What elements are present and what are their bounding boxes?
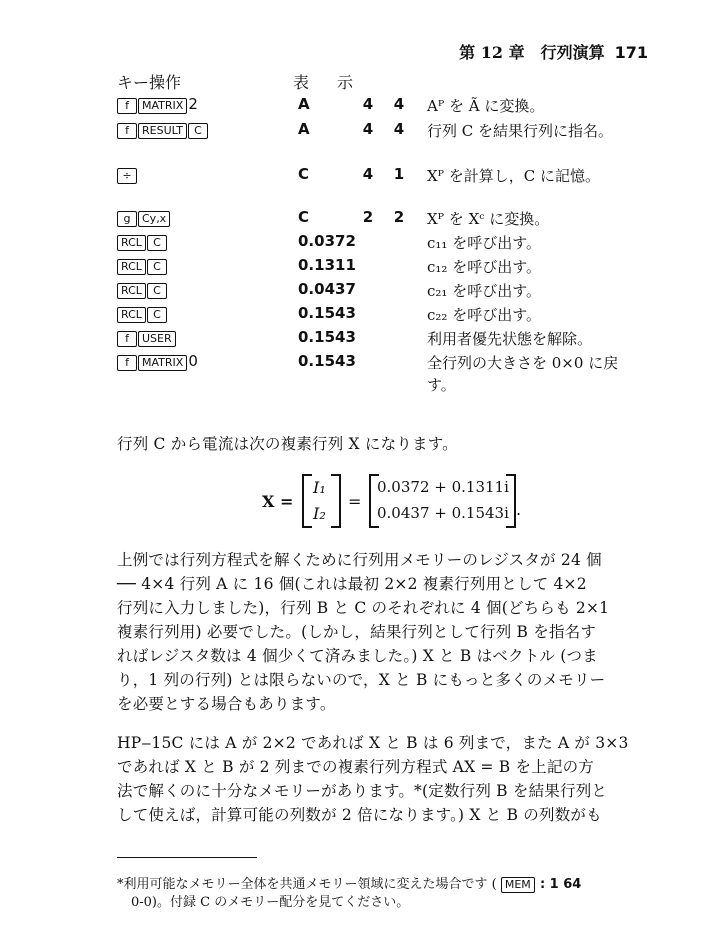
display-rows: 4 — [362, 120, 374, 138]
step-description: c₂₁ を呼び出す。 — [427, 282, 541, 300]
calculator-key: MATRIX — [138, 98, 187, 114]
footnote-line-1 — [117, 873, 581, 893]
calculator-key: f — [117, 98, 137, 114]
display-rows: 4 — [362, 165, 374, 183]
result-entry-1: 0.0372 + 0.1311i — [377, 478, 509, 496]
key-suffix: 2 — [188, 95, 198, 113]
display-rows: 2 — [362, 208, 374, 226]
display-cols: 4 — [393, 120, 405, 138]
display-value: C — [298, 208, 310, 226]
calculator-key: RCL — [117, 283, 146, 299]
display-value: 0.1311 — [298, 256, 356, 274]
display-cols: 1 — [393, 165, 405, 183]
calculator-key: C — [147, 235, 167, 251]
display-rows: 4 — [362, 95, 374, 113]
calculator-key: C — [147, 283, 167, 299]
paragraph-line: 複素行列用) 必要でした。(しかし，結果行列として行列 B を指名す — [117, 623, 597, 641]
column-heading-display: 表 示 — [293, 73, 360, 92]
display-value: 0.1543 — [298, 352, 356, 370]
step-description: Xᴾ を計算し，C に記憶。 — [427, 167, 601, 185]
paragraph-line: であれば X と B が 2 列までの複素行列方程式 AX = B を上記の方 — [117, 758, 594, 776]
display-value: 0.0372 — [298, 232, 356, 250]
right-bracket-result — [506, 474, 516, 528]
page-header — [459, 40, 648, 63]
calculator-key: f — [117, 355, 137, 371]
keystroke-cell — [117, 328, 177, 347]
paragraph-line: ── 4×4 行列 A に 16 個(これは最初 2×2 複素行列用として 4×2 — [117, 575, 587, 593]
paragraph-line: を必要とする場合もあります。 — [117, 695, 336, 713]
step-description: Aᴾ を Ã に変換。 — [427, 97, 545, 115]
keystroke-cell — [117, 120, 209, 139]
display-cols: 4 — [393, 95, 405, 113]
calculator-key: C — [147, 307, 167, 323]
step-description: 行列 C を結果行列に指名。 — [427, 122, 614, 140]
calculator-key: Cy,x — [138, 211, 170, 227]
footnote-mem-readout: : 1 64 — [539, 877, 582, 892]
vector-entry-1: I₁ — [313, 478, 326, 497]
keystroke-cell — [117, 256, 168, 275]
intro-text: 行列 C から電流は次の複素行列 X になります。 — [117, 435, 458, 453]
paragraph-line: り，1 列の行列) とは限らないので，X と B にもっと多くのメモリー — [117, 671, 606, 689]
equation-equals: = — [348, 492, 362, 511]
column-heading-keys: キー操作 — [117, 73, 182, 92]
display-value: 0.0437 — [298, 280, 356, 298]
calculator-key: ÷ — [117, 168, 137, 184]
keystroke-cell — [117, 352, 198, 371]
keystroke-cell — [117, 280, 168, 299]
paragraph-line: 上例では行列方程式を解くために行列用メモリーのレジスタが 24 個 — [117, 551, 602, 569]
keystroke-cell — [117, 232, 168, 251]
calculator-key: RESULT — [138, 123, 187, 139]
display-value: 0.1543 — [298, 328, 356, 346]
equation-period: . — [516, 500, 522, 519]
step-description-continued: す。 — [427, 376, 456, 394]
calculator-key: RCL — [117, 259, 146, 275]
calculator-key: C — [188, 123, 208, 139]
calculator-key: g — [117, 211, 137, 227]
display-value: A — [298, 120, 310, 138]
step-description: c₂₂ を呼び出す。 — [427, 306, 541, 324]
keystroke-cell — [117, 208, 171, 227]
vector-entry-2: I₂ — [313, 504, 326, 523]
calculator-key: f — [117, 123, 137, 139]
paragraph-line: HP‒15C には A が 2×2 であれば X と B は 6 列まで，また A が 3×3 — [117, 734, 629, 752]
step-description: Xᴾ を Xᶜ に変換。 — [427, 210, 550, 228]
calculator-key: USER — [138, 331, 176, 347]
footnote-rule — [117, 857, 257, 858]
calculator-key: RCL — [117, 307, 146, 323]
footnote-line-2: 0-0)。付録 C のメモリー配分を見てください。 — [131, 895, 410, 910]
paragraph-line: 行列に入力しました)，行列 B と C のそれぞれに 4 個(どちらも 2×1 — [117, 599, 610, 617]
display-cols: 2 — [393, 208, 405, 226]
display-value: C — [298, 165, 310, 183]
keystroke-cell — [117, 165, 138, 184]
equation-lhs: X = — [262, 492, 294, 511]
keystroke-cell — [117, 304, 168, 323]
paragraph-line: ればレジスタ数は 4 個少くて済みました。) X と B はベクトル (つま — [117, 647, 598, 665]
step-description: 全行列の大きさを 0×0 に戻 — [427, 354, 619, 372]
mem-key: MEM — [501, 877, 535, 893]
calculator-key: RCL — [117, 235, 146, 251]
paragraph-line: 法で解くのに十分なメモリーがあります。*(定数行列 B を結果行列と — [117, 782, 608, 800]
step-description: c₁₂ を呼び出す。 — [427, 258, 541, 276]
step-description: c₁₁ を呼び出す。 — [427, 234, 541, 252]
chapter-title: 第 12 章 行列演算 — [459, 43, 605, 62]
calculator-key: f — [117, 331, 137, 347]
footnote-text: *利用可能なメモリー全体を共通メモリー領域に変えた場合です ( — [117, 877, 497, 892]
calculator-key: MATRIX — [138, 355, 187, 371]
key-suffix: 0 — [188, 352, 198, 370]
page-number: 171 — [614, 43, 648, 62]
paragraph-line: して使えば，計算可能の列数が 2 倍になります。) X と B の列数がも — [117, 806, 602, 824]
step-description: 利用者優先状態を解除。 — [427, 330, 593, 348]
display-value: A — [298, 95, 310, 113]
left-bracket-vector — [302, 474, 312, 528]
calculator-key: C — [147, 259, 167, 275]
keystroke-cell — [117, 95, 198, 114]
result-entry-2: 0.0437 + 0.1543i — [377, 504, 509, 522]
display-value: 0.1543 — [298, 304, 356, 322]
right-bracket-vector — [331, 474, 341, 528]
